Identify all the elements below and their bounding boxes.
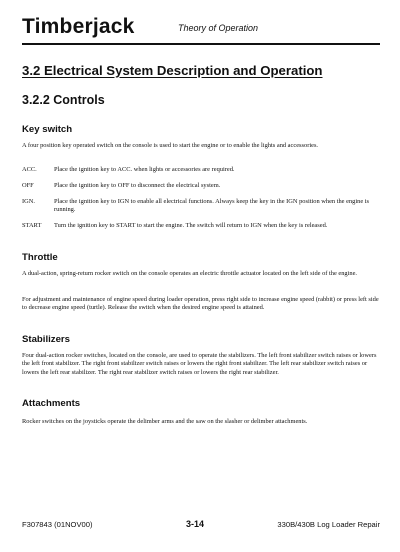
header-subtitle: Theory of Operation bbox=[178, 23, 259, 33]
description: Turn the ignition key to START to start the engine. The switch will return to IGN when the key is released. bbox=[54, 222, 328, 229]
section-title: 3.2 Electrical System Description and Operation bbox=[22, 63, 323, 78]
term: OFF bbox=[22, 182, 34, 189]
heading-throttle: Throttle bbox=[22, 252, 58, 263]
stabilizers-paragraph: Four dual-action rocker switches, located on the console, are used to operate the stabilizers. The left front stabilizer switch raises or lowers the left front stabilizer. The right front stabilizer switch raises or lowers the right front stabilizer. The left rear stabilizer switch raises or lowers the left rear stabilizer. The right rear stabilizer switch raises or lowers the right rear stabilizer. bbox=[22, 352, 377, 376]
throttle-paragraph-1: A dual-action, spring-return rocker switch on the console operates an electric throttle actuator located on the left side of the engine. bbox=[22, 270, 358, 277]
term: ACC. bbox=[22, 166, 37, 173]
throttle-paragraph-2: For adjustment and maintenance of engine speed during loader operation, press right side to increase engine speed (rabbit) or press left side to decrease engine speed (turtle). Release the switch when the desired engine speed is attained. bbox=[22, 296, 379, 312]
term: IGN. bbox=[22, 198, 35, 205]
subsection-title: 3.2.2 Controls bbox=[22, 93, 105, 107]
document-number: F307843 (01NOV00) bbox=[22, 520, 93, 529]
term: START bbox=[22, 222, 42, 229]
heading-key-switch: Key switch bbox=[22, 124, 73, 135]
key-switch-intro: A four position key operated switch on the console is used to start the engine or to enable the lights and accessories. bbox=[22, 142, 319, 149]
heading-attachments: Attachments bbox=[22, 398, 81, 409]
manual-title: 330B/430B Log Loader Repair bbox=[277, 520, 380, 529]
heading-stabilizers: Stabilizers bbox=[22, 334, 70, 345]
description: Place the ignition key to ACC. when lights or accessories are required. bbox=[54, 166, 235, 173]
page-number: 3-14 bbox=[186, 519, 205, 529]
brand-logo: Timberjack bbox=[22, 15, 135, 38]
description: Place the ignition key to OFF to disconnect the electrical system. bbox=[54, 182, 221, 189]
page-header bbox=[22, 14, 380, 44]
description: Place the ignition key to IGN to enable all electrical functions. Always keep the key in the IGN position when the engine is running. bbox=[54, 198, 370, 214]
attachments-paragraph: Rocker switches on the joysticks operate the delimber arms and the saw on the slasher or delimber attachments. bbox=[22, 418, 308, 425]
header-rule bbox=[22, 43, 380, 45]
page-footer bbox=[22, 520, 380, 534]
